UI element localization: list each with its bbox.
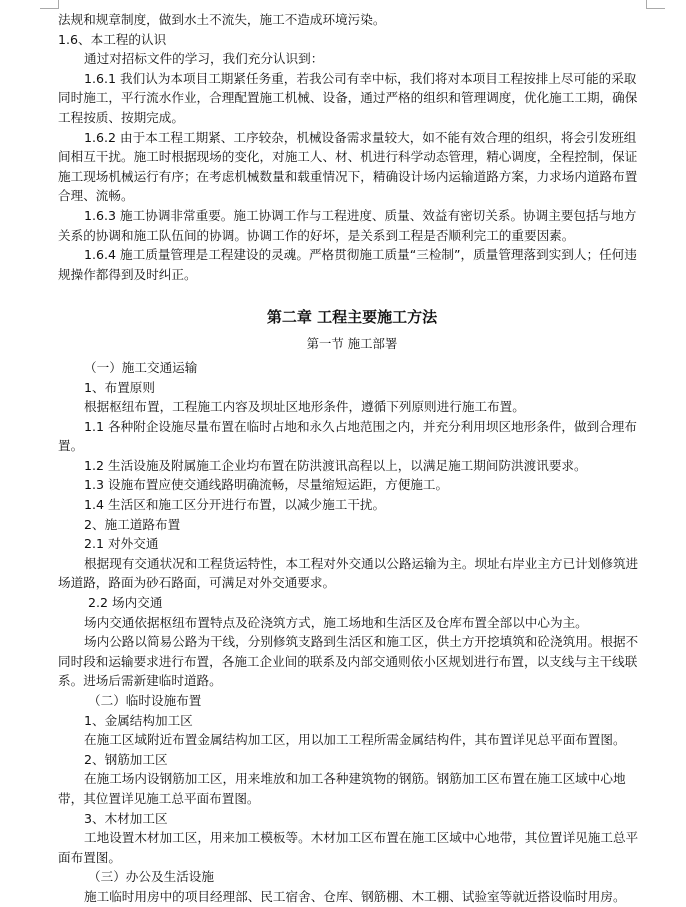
list-item: 1.1 各种附企设施尽量布置在临时占地和永久占地范围之内，并充分利用坝区地形条件，做到合理布置。: [58, 418, 637, 454]
paragraph: 法规和规章制度，做到水土不流失，施工不造成环境污染。: [58, 12, 386, 27]
subheading: 3、木材加工区: [84, 810, 168, 826]
subheading: （一）施工交通运输: [84, 359, 198, 375]
list-item: 1.2 生活设施及附属施工企业均布置在防洪渡讯高程以上，以满足施工期间防洪渡讯要求。: [84, 457, 587, 473]
subheading: （二）临时设施布置: [88, 693, 202, 708]
subheading: 1.6、本工程的认识: [58, 31, 167, 47]
paragraph: 1.6.3 施工协调非常重要。施工协调工作与工程进度、质量、效益有密切关系。协调主要包括与地方关系的协调和施工队伍间的协调。协调工作的好坏，是关系到工程是否顺利完工的重要因素。: [58, 207, 637, 243]
paragraph: 1.6.4 施工质量管理是工程建设的灵魂。严格贯彻施工质量“三检制”，质量管理落到实到人；任何违规操作都得到及时纠正。: [58, 247, 637, 282]
paragraph: 通过对招标文件的学习，我们充分认识到：: [84, 51, 324, 67]
chapter-title: 第二章 工程主要施工方法: [266, 308, 438, 327]
subheading: 2、钢筋加工区: [84, 751, 168, 767]
paragraph: 在施工场内设钢筋加工区，用来堆放和加工各种建筑物的钢筋。钢筋加工区布置在施工区域中心地带，其位置详见施工总平面布置图。: [58, 771, 626, 806]
paragraph: 根据现有交通状况和工程货运特性，本工程对外交通以公路运输为主。坝址右岸业主方已计划修筑进场道路，路面为砂石路面，可满足对外交通要求。: [58, 555, 639, 591]
paragraph: 工地设置木材加工区，用来加工模板等。木材加工区布置在施工区域中心地带，其位置详见施工总平面布置图。: [58, 830, 639, 865]
paragraph: 在施工区域附近布置金属结构加工区，用以加工工程所需金属结构件，其布置详见总平面布置图。: [84, 732, 626, 748]
paragraph: 1.6.1 我们认为本项目工期紧任务重，若我公司有幸中标，我们将对本项目工程按排上尽可能的采取同时施工，平行流水作业，合理配置施工机械、设备，通过严格的组织和管理调度，优化施工工期，确保工程按质、按期完成。: [58, 70, 638, 125]
subheading: （三）办公及生活设施: [88, 869, 214, 885]
subheading: 1、金属结构加工区: [84, 712, 193, 728]
paragraph: 场内公路以简易公路为干线，分别修筑支路到生活区和施工区，供土方开挖填筑和砼浇筑用。根据不同时段和运输要求进行布置，各施工企业间的联系及内部交通则依小区规划进行布置，以支线与主干线联系。进场后需新建临时道路。: [58, 634, 639, 689]
paragraph: 1.6.2 由于本工程工期紧、工序较杂，机械设备需求量较大，如不能有效合理的组织，将会引发班组间相互干扰。施工时根据现场的变化，对施工人、材、机进行科学动态管理，精心调度，全程控制，保证施工现场机械运行有序；在考虑机械数量和载重情况下，精确设计场内运输道路方案，力求场内道路布置合理、流畅。: [58, 129, 638, 204]
list-item: 1.3 设施布置应使交通线路明确流畅，尽量缩短运距，方便施工。: [84, 477, 449, 493]
subheading: 2、施工道路布置: [84, 516, 181, 532]
paragraph: 施工临时用房中的项目经理部、民工宿舍、仓库、钢筋棚、木工棚、试验室等就近搭设临时用房。: [84, 888, 626, 904]
subheading: 2.2 场内交通: [88, 595, 163, 611]
subheading: 2.1 对外交通: [84, 536, 159, 552]
paragraph: 场内交通依据枢纽布置特点及砼浇筑方式，施工场地和生活区及仓库布置全部以中心为主。: [84, 614, 588, 630]
paragraph: 根据枢纽布置，工程施工内容及坝址区地形条件，遵循下列原则进行施工布置。: [84, 399, 525, 415]
subheading: 1、布置原则: [84, 379, 155, 395]
section-title: 第一节 施工部署: [306, 336, 398, 352]
list-item: 1.4 生活区和施工区分开进行布置，以减少施工干扰。: [84, 497, 386, 513]
